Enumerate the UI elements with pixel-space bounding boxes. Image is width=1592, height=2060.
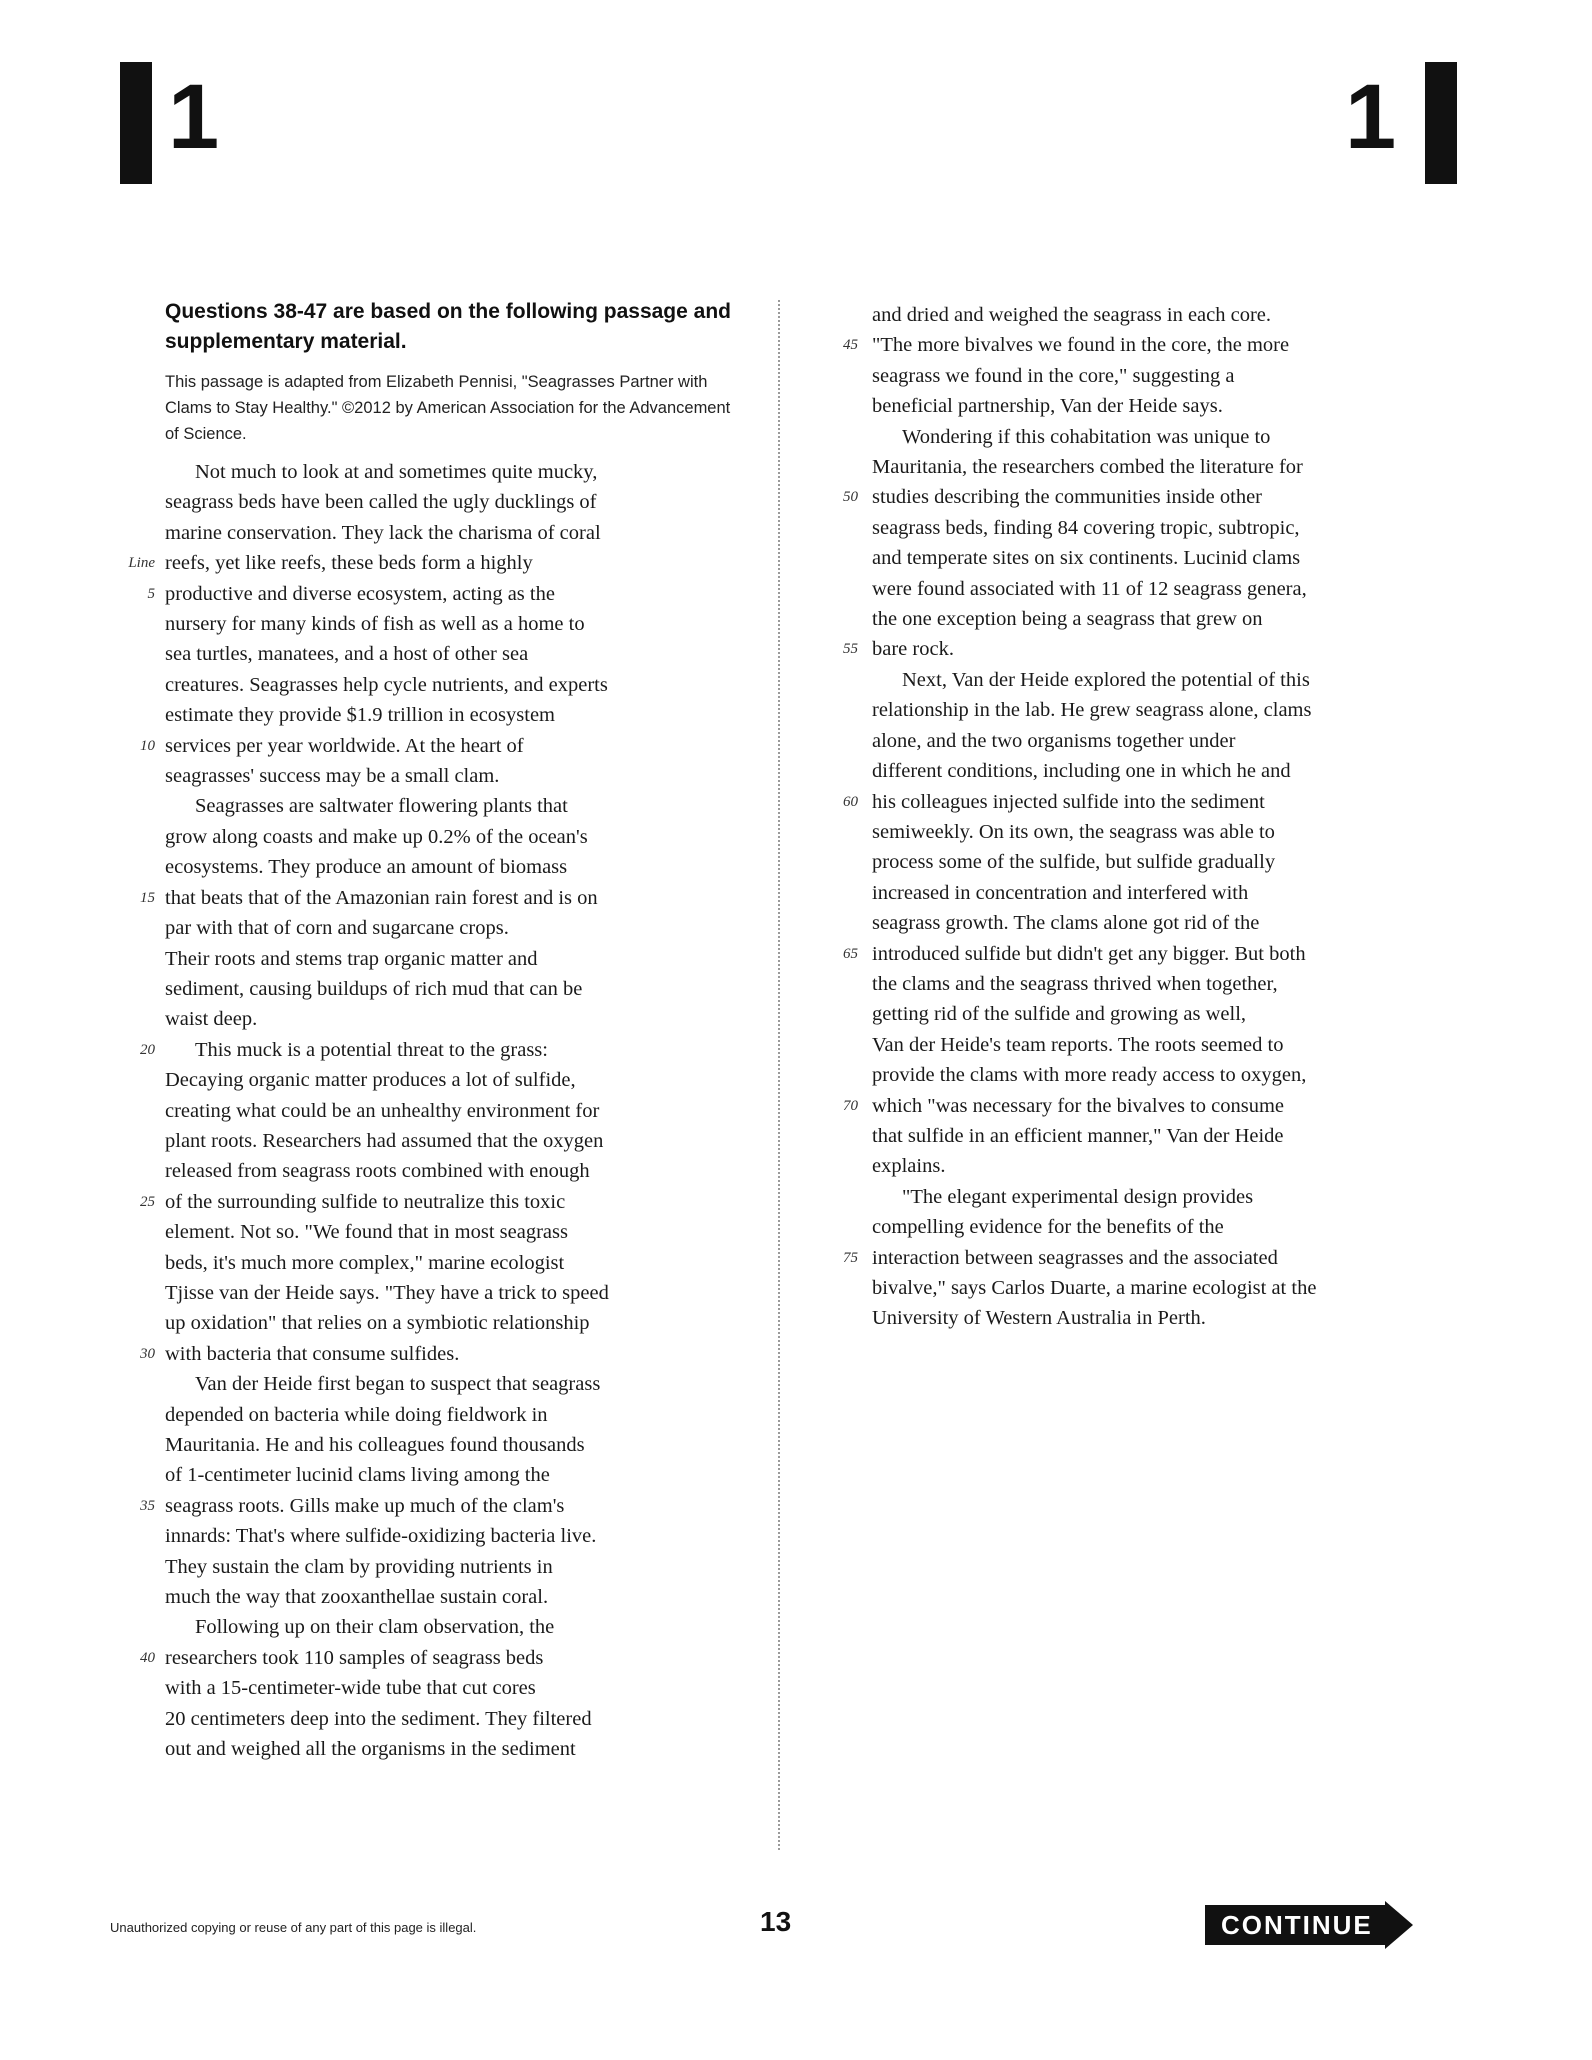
line-text: University of Western Australia in Perth.	[872, 1307, 1206, 1330]
column-divider	[778, 300, 780, 1850]
passage-line	[140, 1339, 745, 1369]
line-text: services per year worldwide. At the heart of	[165, 734, 524, 757]
passage-line	[872, 422, 1452, 452]
line-number: 45	[843, 337, 858, 354]
section-bar-left	[120, 62, 152, 184]
passage-line	[872, 695, 1452, 725]
passage-line	[165, 974, 745, 1004]
passage-line	[843, 482, 1452, 512]
passage-line	[165, 791, 745, 821]
passage-line	[872, 1212, 1452, 1242]
passage-line	[140, 1035, 745, 1065]
section-bar-right	[1425, 62, 1457, 184]
passage-line	[843, 1091, 1452, 1121]
line-text: "The more bivalves we found in the core, the more	[872, 334, 1290, 357]
line-text: creating what could be an unhealthy environment for	[165, 1099, 600, 1122]
passage-line	[872, 847, 1452, 877]
line-text: Van der Heide's team reports. The roots seemed to	[872, 1033, 1284, 1056]
line-text: This muck is a potential threat to the grass:	[195, 1038, 548, 1061]
line-number: 30	[140, 1345, 155, 1362]
passage-line	[165, 1460, 745, 1490]
passage-line	[165, 487, 745, 517]
line-text: waist deep.	[165, 1008, 258, 1031]
passage-line	[165, 609, 745, 639]
passage-line	[165, 913, 745, 943]
passage-line	[165, 1248, 745, 1278]
line-text: his colleagues injected sulfide into the sediment	[872, 790, 1265, 813]
line-text: explains.	[872, 1155, 946, 1178]
line-text: nursery for many kinds of fish as well as a home to	[165, 613, 585, 636]
passage-line	[165, 1004, 745, 1034]
line-text: the clams and the seagrass thrived when together,	[872, 972, 1278, 995]
passage-line	[165, 1673, 745, 1703]
line-number: 55	[843, 641, 858, 658]
line-text: sea turtles, manatees, and a host of other sea	[165, 643, 529, 666]
line-number: 20	[140, 1041, 155, 1058]
line-text: 20 centimeters deep into the sediment. They filtered	[165, 1707, 592, 1730]
line-text: Van der Heide first began to suspect that seagrass	[195, 1373, 601, 1396]
line-text: bare rock.	[872, 638, 954, 661]
passage-line	[872, 604, 1452, 634]
passage-line	[165, 1521, 745, 1551]
passage-line	[843, 787, 1452, 817]
passage-line	[165, 852, 745, 882]
passage-line	[843, 939, 1452, 969]
passage-line	[872, 1121, 1452, 1151]
line-text: up oxidation" that relies on a symbiotic relationship	[165, 1312, 590, 1335]
line-text: seagrass roots. Gills make up much of the clam's	[165, 1494, 565, 1517]
passage-line	[165, 1126, 745, 1156]
passage-line	[843, 330, 1452, 360]
continue-button[interactable]	[1205, 1902, 1413, 1948]
line-text: Mauritania, the researchers combed the literature for	[872, 456, 1303, 479]
line-text: of the surrounding sulfide to neutralize this toxic	[165, 1190, 566, 1213]
passage-line	[872, 756, 1452, 786]
line-text: increased in concentration and interfered with	[872, 881, 1249, 904]
passage-line	[165, 518, 745, 548]
passage-line	[165, 1217, 745, 1247]
line-text: different conditions, including one in which he and	[872, 760, 1291, 783]
line-text: compelling evidence for the benefits of the	[872, 1216, 1224, 1239]
line-text: that beats that of the Amazonian rain forest and is on	[165, 886, 598, 909]
line-text: productive and diverse ecosystem, acting as the	[165, 582, 555, 605]
line-number: 60	[843, 793, 858, 810]
line-text: grow along coasts and make up 0.2% of the ocean's	[165, 825, 588, 848]
line-text: estimate they provide $1.9 trillion in ecosystem	[165, 704, 555, 727]
line-text: Tjisse van der Heide says. "They have a trick to speed	[165, 1281, 609, 1304]
line-number: 10	[140, 737, 155, 754]
passage-line	[872, 574, 1452, 604]
line-number: 70	[843, 1097, 858, 1114]
passage-line	[872, 969, 1452, 999]
passage-line	[165, 700, 745, 730]
line-text: Next, Van der Heide explored the potential of this	[902, 668, 1310, 691]
passage-line	[872, 300, 1452, 330]
passage-line	[872, 513, 1452, 543]
line-text: seagrass beds, finding 84 covering tropic, subtropic,	[872, 516, 1300, 539]
line-text: out and weighed all the organisms in the sediment	[165, 1738, 576, 1761]
passage-line	[165, 944, 745, 974]
section-number-right: 1	[1345, 66, 1397, 168]
line-text: alone, and the two organisms together under	[872, 729, 1236, 752]
arrow-right-icon	[1385, 1901, 1413, 1949]
line-text: seagrass beds have been called the ugly ducklings of	[165, 491, 597, 514]
passage-line	[165, 1065, 745, 1095]
passage-line	[165, 1704, 745, 1734]
line-number: 75	[843, 1249, 858, 1266]
line-text: provide the clams with more ready access to oxygen,	[872, 1064, 1307, 1087]
line-number: 5	[147, 585, 155, 602]
passage-line	[872, 1273, 1452, 1303]
passage-line	[872, 1060, 1452, 1090]
passage-line	[140, 1643, 745, 1673]
passage-line	[165, 1430, 745, 1460]
line-text: and dried and weighed the seagrass in each core.	[872, 304, 1272, 326]
passage-line	[872, 1151, 1452, 1181]
passage-line	[147, 579, 745, 609]
line-text: Following up on their clam observation, the	[195, 1616, 555, 1639]
line-text: process some of the sulfide, but sulfide gradually	[872, 851, 1276, 874]
line-number: Line	[128, 555, 155, 572]
passage-line	[165, 1308, 745, 1338]
line-text: semiweekly. On its own, the seagrass was able to	[872, 820, 1275, 843]
line-number: 40	[140, 1649, 155, 1666]
line-text: Wondering if this cohabitation was unique to	[902, 425, 1271, 448]
passage-line	[872, 391, 1452, 421]
passage-line	[165, 639, 745, 669]
line-text: Their roots and stems trap organic matter and	[165, 947, 538, 970]
line-text: innards: That's where sulfide-oxidizing bacteria live.	[165, 1525, 597, 1548]
line-text: seagrasses' success may be a small clam.	[165, 765, 500, 788]
line-text: relationship in the lab. He grew seagrass alone, clams	[872, 699, 1312, 722]
passage-line	[843, 634, 1452, 664]
line-text: sediment, causing buildups of rich mud that can be	[165, 977, 583, 1000]
passage-source: This passage is adapted from Elizabeth Pennisi, "Seagrasses Partner with Clams to Stay Healthy." ©2012 by American Association for the Advancement of Science.	[165, 373, 731, 443]
continue-label: CONTINUE	[1205, 1905, 1385, 1945]
line-number: 35	[140, 1497, 155, 1514]
line-number: 65	[843, 945, 858, 962]
line-text: the one exception being a seagrass that grew on	[872, 608, 1263, 631]
section-number-left: 1	[168, 66, 220, 168]
line-text: of 1-centimeter lucinid clams living among the	[165, 1464, 550, 1487]
line-text: reefs, yet like reefs, these beds form a highly	[165, 552, 533, 575]
passage-line	[140, 883, 745, 913]
passage-line	[165, 1369, 745, 1399]
line-text: with a 15-centimeter-wide tube that cut cores	[165, 1677, 536, 1700]
passage-line	[165, 1582, 745, 1612]
line-text: bivalve," says Carlos Duarte, a marine ecologist at the	[872, 1277, 1317, 1299]
line-text: with bacteria that consume sulfides.	[165, 1342, 460, 1365]
line-number: 25	[140, 1193, 155, 1210]
passage-line	[128, 548, 745, 578]
line-text: depended on bacteria while doing fieldwork in	[165, 1403, 548, 1426]
passage-line	[872, 878, 1452, 908]
passage-line	[165, 1156, 745, 1186]
line-text: par with that of corn and sugarcane crops.	[165, 917, 509, 940]
line-text: plant roots. Researchers had assumed that the oxygen	[165, 1129, 604, 1152]
line-text: seagrass we found in the core," suggesting a	[872, 364, 1235, 387]
line-text: interaction between seagrasses and the associated	[872, 1246, 1278, 1269]
passage-lines-right	[843, 300, 1452, 1334]
passage-line	[165, 457, 745, 487]
passage-column-right	[843, 300, 1452, 1334]
passage-line	[165, 1096, 745, 1126]
passage-line	[140, 731, 745, 761]
line-text: Not much to look at and sometimes quite mucky,	[195, 461, 598, 483]
line-text: "The elegant experimental design provides	[902, 1185, 1254, 1208]
line-text: Mauritania. He and his colleagues found thousands	[165, 1434, 585, 1456]
line-number: 15	[140, 889, 155, 906]
line-text: beneficial partnership, Van der Heide says.	[872, 395, 1223, 418]
passage-lines-left	[128, 457, 745, 1764]
passage-line	[165, 1734, 745, 1764]
passage-line	[165, 670, 745, 700]
passage-line	[165, 1400, 745, 1430]
passage-line	[872, 361, 1452, 391]
line-text: They sustain the clam by providing nutrients in	[165, 1555, 553, 1578]
line-text: marine conservation. They lack the charisma of coral	[165, 521, 601, 544]
passage-line	[165, 822, 745, 852]
line-text: were found associated with 11 of 12 seagrass genera,	[872, 577, 1307, 600]
passage-line	[872, 999, 1452, 1029]
passage-line	[872, 1030, 1452, 1060]
line-text: getting rid of the sulfide and growing as well,	[872, 1003, 1247, 1026]
passage-column-left	[128, 297, 745, 1764]
passage-intro: Questions 38-47 are based on the following passage and supplementary material.	[165, 300, 731, 353]
passage-line	[140, 1187, 745, 1217]
line-text: beds, it's much more complex," marine ecologist	[165, 1251, 565, 1274]
passage-line	[165, 1612, 745, 1642]
line-text: which "was necessary for the bivalves to consume	[872, 1094, 1284, 1117]
line-text: released from seagrass roots combined with enough	[165, 1160, 590, 1183]
line-text: researchers took 110 samples of seagrass beds	[165, 1646, 544, 1669]
passage-line	[165, 1552, 745, 1582]
passage-line	[872, 543, 1452, 573]
passage-line	[872, 665, 1452, 695]
passage-line	[165, 761, 745, 791]
line-text: introduced sulfide but didn't get any bigger. But both	[872, 942, 1306, 965]
passage-line	[165, 1278, 745, 1308]
line-text: element. Not so. "We found that in most seagrass	[165, 1221, 568, 1244]
passage-line	[843, 1243, 1452, 1273]
line-number: 50	[843, 489, 858, 506]
passage-line	[872, 908, 1452, 938]
passage-line	[872, 817, 1452, 847]
line-text: and temperate sites on six continents. Lucinid clams	[872, 547, 1301, 570]
passage-line	[872, 1182, 1452, 1212]
line-text: Seagrasses are saltwater flowering plants that	[195, 795, 568, 818]
passage-line	[872, 1303, 1452, 1333]
line-text: that sulfide in an efficient manner," Van der Heide	[872, 1124, 1284, 1147]
copyright-notice: Unauthorized copying or reuse of any part of this page is illegal.	[110, 1920, 477, 1935]
line-text: Decaying organic matter produces a lot of sulfide,	[165, 1069, 576, 1092]
page-number: 13	[760, 1906, 792, 1937]
line-text: studies describing the communities inside other	[872, 486, 1263, 509]
line-text: seagrass growth. The clams alone got rid of the	[872, 912, 1260, 935]
line-text: much the way that zooxanthellae sustain coral.	[165, 1586, 549, 1609]
line-text: ecosystems. They produce an amount of biomass	[165, 856, 568, 879]
line-text: creatures. Seagrasses help cycle nutrients, and experts	[165, 673, 608, 696]
passage-line	[140, 1491, 745, 1521]
passage-line	[872, 726, 1452, 756]
passage-line	[872, 452, 1452, 482]
